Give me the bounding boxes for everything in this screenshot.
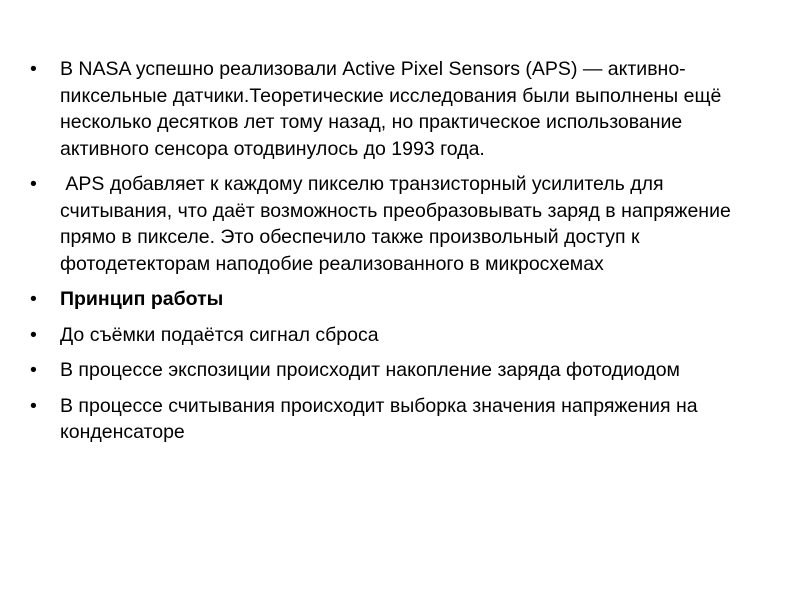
bullet-item-readout bbox=[30, 393, 770, 446]
bullet-item-principle-heading bbox=[30, 286, 770, 313]
bullet-text: До съёмки подаётся сигнал сброса bbox=[60, 323, 379, 346]
bullet-list bbox=[30, 56, 770, 446]
bullet-text: APS добавляет к каждому пикселю транзисторный усилитель для считывания, что даёт возможность преобразовывать заряд в напряжение прямо в пикселе. Это обеспечило также произвольный доступ к фотодетекторам наподобие реализованного в микросхемах bbox=[60, 173, 737, 275]
bullet-text: Принцип работы bbox=[60, 288, 224, 310]
bullet-item-aps-amplifier bbox=[30, 171, 770, 277]
bullet-text: В процессе считывания происходит выборка значения напряжения на конденсаторе bbox=[60, 394, 703, 443]
bullet-item-aps-nasa bbox=[30, 56, 770, 162]
bullet-item-reset-signal bbox=[30, 322, 770, 349]
bullet-dot-icon: • bbox=[30, 58, 37, 80]
bullet-dot-icon: • bbox=[30, 323, 37, 346]
bullet-dot-icon: • bbox=[30, 359, 37, 381]
bullet-dot-icon: • bbox=[30, 288, 37, 310]
bullet-item-exposure bbox=[30, 357, 770, 384]
bullet-text: В NASA успешно реализовали Active Pixel Sensors (APS) — активно-пиксельные датчики.Теоретические исследования были выполнены ещё несколько десятков лет тому назад, но практическое использование активного сенсора отодвинулось до 1993 года. bbox=[60, 58, 727, 160]
bullet-text: В процессе экспозиции происходит накопление заряда фотодиодом bbox=[60, 359, 680, 381]
bullet-dot-icon: • bbox=[30, 173, 37, 195]
bullet-dot-icon: • bbox=[30, 394, 37, 417]
